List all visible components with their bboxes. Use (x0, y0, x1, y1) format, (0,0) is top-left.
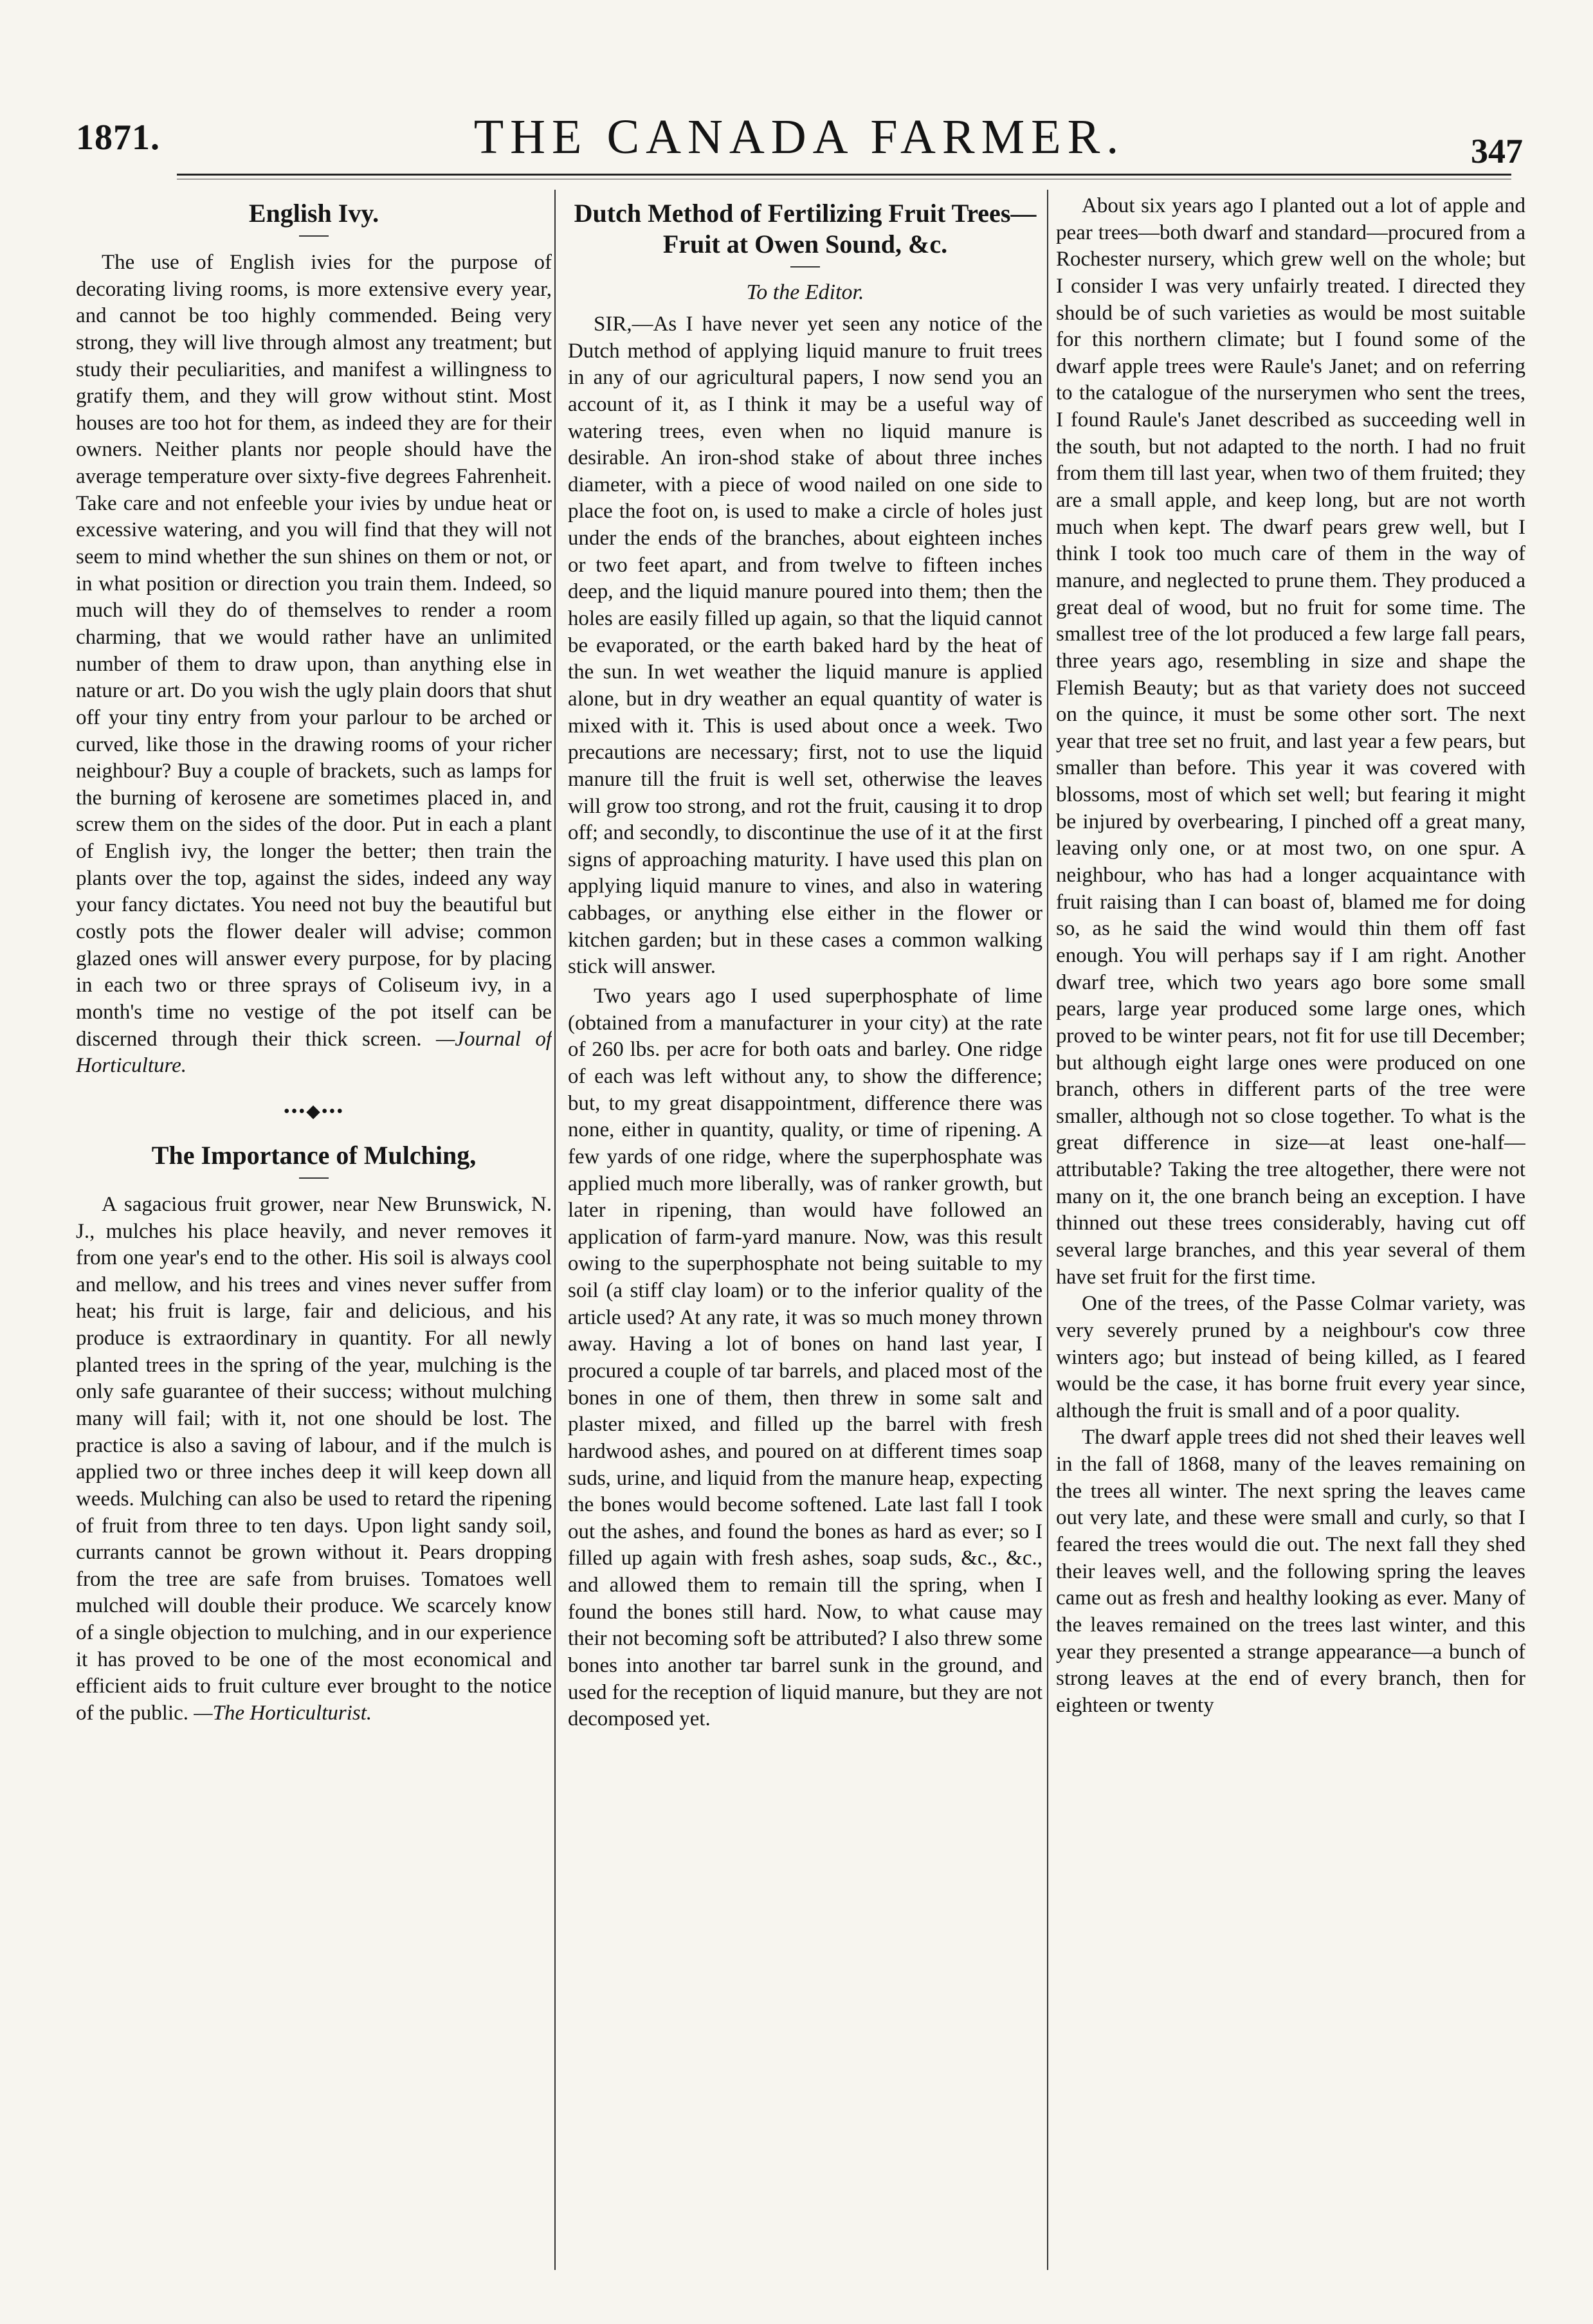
column-3 (1056, 193, 1525, 2270)
letter-paragraph-2: Two years ago I used superphosphate of lime (obtained from a manufacturer in your city) at the rate of 260 lbs. per acre for both oats and barley. One ridge of each was left without any, to show the difference; but, to my great disappointment, difference there was none, either in quantity, quality, or time of ripening. A few yards of one ridge, where the superphosphate was applied much more liberally, was of ranker growth, but later in ripening, than would have followed an application of farm-yard manure. Now, was this result owing to the superphosphate not being suitable to my soil (a stiff clay loam) or to the inferior quality of the article used? At any rate, it was so much money thrown away. Having a lot of bones on hand last year, I procured a couple of tar barrels, and placed most of the bones in one of them, then threw in some salt and plaster mixed, and filled up the barrel with fresh hardwood ashes, and poured on at different times soap suds, urine, and liquid from the manure heap, expecting the bones would become softened. Late last fall I took out the ashes, and found the bones as hard as ever; so I filled up again with fresh ashes, soap suds, &c., &c., and allowed them to remain till the spring, when I found the bones still hard. Now, to what cause may their not becoming soft be attributed? I also threw some bones into another tar barrel sunk in the ground, and used for the reception of liquid manure, but they are not decomposed yet. (568, 985, 1042, 1731)
masthead-title: THE CANADA FARMER. (473, 110, 1125, 164)
heading-dash (299, 1177, 329, 1179)
article-source: —The Horticulturist. (194, 1702, 372, 1725)
article-heading-dutch-method: Dutch Method of Fertilizing Fruit Trees—Fruit at Owen Sound, &c. (574, 199, 1037, 259)
heading-dash (299, 235, 329, 237)
article-heading-mulching: The Importance of Mulching, (151, 1140, 477, 1170)
salutation: To the Editor. (746, 280, 864, 304)
article-heading-english-ivy: English Ivy. (248, 199, 379, 228)
letter-paragraph-4: One of the trees, of the Passe Colmar variety, was very severely pruned by a neighbour's cow three winters ago; but instead of being killed, as I feared would be the case, it has borne fruit every year since, although the fruit is small and of a poor quality. (1056, 1292, 1525, 1422)
section-ornament: •••◆••• (283, 1101, 345, 1121)
letter-paragraph-1: SIR,—As I have never yet seen any notice of the Dutch method of applying liquid manure to fruit trees in any of our agricultural papers, I now send you an account of it, as I think it may be a useful way of watering trees, even when no liquid manure is desirable. An iron-shod stake of about three inches diameter, with a piece of wood nailed on one side to place the foot on, is used to make a circle of holes just under the ends of the branches, about eighteen inches or two feet apart, and from twelve to fifteen inches deep, and the liquid manure poured into them; then the holes are easily filled up again, so that the liquid cannot be evaporated, or the earth baked hard by the heat of the sun. In wet weather the liquid manure is applied alone, but in dry weather an equal quantity of water is mixed with it. This is used about once a week. Two precautions are necessary; first, not to use the liquid manure till the fruit is well set, otherwise the leaves will grow too strong, and rot the fruit, causing it to drop off; and secondly, to discontinue the use of it at the first signs of approaching maturity. I have used this plan on applying liquid manure to vines, and also in watering cabbages, or anything else either in the flower or kitchen garden; but in these cases a common walking stick will answer. (568, 313, 1042, 979)
column-2 (568, 193, 1042, 2270)
letter-paragraph-3: About six years ago I planted out a lot of apple and pear trees—both dwarf and standard—procured from a Rochester nursery, which grew well on the whole; but I consider I was very unfairly treated. I directed they should be of such varieties as would be most suitable for this northern climate; but I found some of the dwarf apple trees were Raule's Janet; and on referring to the catalogue of the nurserymen who sent the trees, I found Raule's Janet described as succeeding well in the south, but not adapted to the north. I had no fruit from them till last year, when two of them fruited; they are a small apple, and keep long, but are not worth much when kept. The dwarf pears grew well, but I think I took too much care of them in the way of manure, and neglected to prune them. They produced a great deal of wood, but no fruit for some time. The smallest tree of the lot produced a few large fall pears, three years ago, resembling in size and shape the Flemish Beauty; but as that variety does not succeed on the quince, it must be some other sort. The next year that tree set no fruit, and last year a few pears, but smaller than before. This year it was covered with blossoms, most of which set well; but fearing it might be injured by overbearing, I pinched off a great many, leaving only one, or at most two, on one spur. A neighbour, who has had a longer acquaintance with fruit raising than I can boast of, blamed me for doing so, as he said the wind would thin them off fast enough. You will perhaps say if I am right. Another dwarf tree, which two years ago bore some small pears, large year produced some large ones, which proved to be winter pears, not fit for use till December; but although eight large ones were produced on one branch, others in different parts of the tree were smaller, although not so close together. To what is the great difference in size—at least one-half—attributable? Taking the tree altogether, there were not many on it, the one branch being an exception. I have thinned out these trees considerably, having cut off several large branches, and this year several of them have set fruit for the first time. (1056, 194, 1525, 1289)
column-divider-2 (1047, 190, 1048, 2270)
article-body-mulching: A sagacious fruit grower, near New Brunswick, N. J., mulches his place heavily, and never removes it from one year's end to the other. His soil is always cool and mellow, and his trees and vines never suffer from heat; his fruit is large, fair and delicious, and his produce is extraordinary in quantity. For all newly planted trees in the spring of the year, mulching is the only safe guarantee of their success; without mulching many will fail; with it, not one should be lost. The practice is also a saving of labour, and if the mulch is applied two or three inches deep it will keep down all weeds. Mulching can also be used to retard the ripening of fruit from three to ten days. Upon light sandy soil, currants cannot be grown without it. Pears dropping from the tree are safe from bruises. Tomatoes well mulched will double their produce. We scarcely know of a single objection to mulching, and in our experience it has proved to be one of the most economical and efficient aids to fruit culture ever brought to the notice of the public. —The Horticulturist. (76, 1192, 552, 1725)
heading-dash (790, 266, 820, 268)
column-divider-1 (554, 190, 556, 2270)
article-source: —Journal of Horticulture. (76, 1027, 552, 1078)
column-1 (76, 193, 552, 2270)
page-header (76, 103, 1523, 174)
header-rule (177, 174, 1511, 176)
page-number: 347 (1471, 132, 1523, 170)
article-body-english-ivy: The use of English ivies for the purpose of decorating living rooms, is more extensive every year, and cannot be too highly commended. Being very strong, they will live through almost any treatment; but study their peculiarities, and manifest a willingness to gratify them, and they will grow without stint. Most houses are too hot for them, as indeed they are for their owners. Neither plants nor people should have the average temperature over sixty-five degrees Fahrenheit. Take care and not enfeeble your ivies by undue heat or excessive watering, and you will find that they will not seem to mind whether the sun shines on them or not, or in what position or direction you train them. Indeed, so much will they do of themselves to render a room charming, that we would rather have an unlimited number of them to draw upon, than anything else in nature or art. Do you wish the ugly plain doors that shut off your tiny entry from your parlour to be arched or curved, like those in the drawing rooms of your richer neighbour? Buy a couple of brackets, such as lamps for the burning of kerosene are sometimes placed in, and screw them on the sides of the door. Put in each a plant of English ivy, the longer the better; then train the plants over the top, against the sides, indeed any way your fancy dictates. You need not buy the beautiful but costly pots the flower dealer will advise; common glazed ones will answer every purpose, for by placing in each two or three sprays of Coliseum ivy, in a month's time no vestige of the pot itself can be discerned through their thick screen. —Journal of Horticulture. (76, 251, 552, 1078)
issue-year: 1871. (76, 118, 160, 158)
letter-paragraph-5: The dwarf apple trees did not shed their leaves well in the fall of 1868, many of the leaves remaining on the trees all winter. The next spring the leaves came out very late, and these were small and curly, so that I feared the trees would die out. The next fall they shed their leaves well, and the following spring the leaves came out as fresh and healthy looking as ever. Many of the leaves remained on the trees last winter, and this year they presented a strange appearance—a bunch of strong leaves at the end of every branch, then for eighteen or twenty (1056, 1426, 1525, 1717)
